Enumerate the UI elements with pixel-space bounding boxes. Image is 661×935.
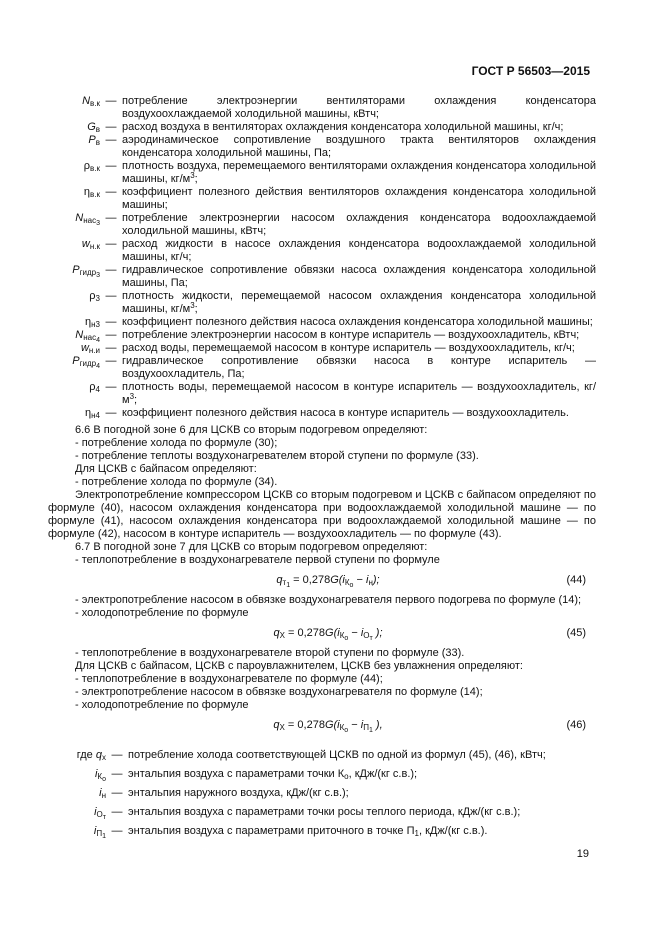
list-item: - холодопотребление по формуле bbox=[75, 607, 249, 619]
definitions-list-bottom bbox=[48, 749, 596, 844]
equation-45 bbox=[48, 623, 596, 645]
definition-row bbox=[48, 825, 596, 838]
equation-46 bbox=[48, 715, 596, 737]
list-item: - потребление холода по формуле (34). bbox=[75, 476, 278, 488]
symbol-i-P1: $i_{П1}$ bbox=[93, 825, 106, 840]
dash: — bbox=[105, 342, 117, 354]
definition-text: коэффициент полезного действия насоса в контуре испаритель — воздухоохладитель. bbox=[122, 407, 569, 419]
definition-row bbox=[48, 186, 596, 212]
list-item: - электропотребление насосом в обвязке воздухонагревателя по формуле (14); bbox=[75, 686, 483, 698]
formula: $q_X = 0,278G(i_{Ко} - i_{П1}$ ), bbox=[273, 719, 383, 734]
definition-text: потребление холода соответствующей ЦСКВ по одной из формул (45), (46), кВтч; bbox=[128, 749, 546, 761]
definition-row bbox=[48, 316, 596, 329]
list-item: - холодопотребление по формуле bbox=[75, 699, 249, 711]
dash: — bbox=[105, 407, 117, 419]
definition-row bbox=[48, 407, 596, 420]
equation-number: (45) bbox=[566, 627, 586, 639]
definition-row bbox=[48, 134, 596, 160]
definition-text: гидравлическое сопротивление обвязки насоса охлаждения конденсатора холодильной машины, Па; bbox=[122, 264, 596, 289]
list-item: - теплопотребление в воздухонагревателе по формуле (44); bbox=[75, 673, 383, 685]
definition-row bbox=[48, 121, 596, 134]
equation-number: (46) bbox=[566, 719, 586, 731]
equation-number: (44) bbox=[566, 574, 586, 586]
symbol-N-vk: $N_{в.к}$ bbox=[82, 95, 100, 108]
dash: — bbox=[111, 768, 123, 780]
definition-text: плотность жидкости, перемещаемой насосом охлаждения конденсатора холодильной машины, $кг/м^3$; bbox=[122, 290, 596, 315]
symbol-P-v: $P_в$ bbox=[88, 134, 100, 147]
dash: — bbox=[111, 749, 123, 761]
formula: $q_{т1} = 0,278G(i_{Ко} - i_н)$; bbox=[276, 574, 380, 589]
list-item: - теплопотребление в воздухонагревателе второй ступени по формуле (33). bbox=[75, 647, 465, 659]
symbol-rho-vk: $\rho_{в.к}$ bbox=[83, 160, 100, 173]
definition-row bbox=[48, 329, 596, 342]
dash: — bbox=[105, 355, 117, 367]
dash: — bbox=[105, 186, 117, 198]
definition-text: потребление электроэнергии насосом охлаждения конденсатора водоохлаждаемой холодильной машины, кВтч; bbox=[122, 212, 596, 237]
symbol-w-nk: $w_{н.к}$ bbox=[81, 238, 100, 251]
definition-row bbox=[48, 381, 596, 407]
paragraph: 6.6 В погодной зоне 6 для ЦСКВ со вторым подогревом определяют: bbox=[75, 424, 428, 436]
list-item: - электропотребление насосом в обвязке воздухонагревателя первого подогрева по формуле (14); bbox=[75, 594, 582, 606]
paragraph: Электропотребление компрессором ЦСКВ со вторым подогревом и ЦСКВ с байпасом определяют по формуле (40), насосом охлаждения конденсатора при водоохлаждаемой холодильной машине — по формуле (41), насосом охлаждения конденсатора при водоохлаждаемой холодильной машине — по формуле (42), насосом в контуре испаритель — воздухоохладитель — по формуле (43). bbox=[48, 489, 596, 540]
definition-row bbox=[48, 768, 596, 781]
definition-row bbox=[48, 806, 596, 819]
dash: — bbox=[105, 95, 117, 107]
body-text bbox=[48, 424, 596, 739]
dash: — bbox=[105, 264, 117, 276]
symbol-eta-n4: $\eta_{н4}$ bbox=[85, 407, 100, 420]
definition-row bbox=[48, 787, 596, 800]
symbol-eta-n3: $\eta_{н3}$ bbox=[85, 316, 100, 329]
definition-row bbox=[48, 95, 596, 121]
definition-row bbox=[48, 238, 596, 264]
symbol-G-v: $G_в$ bbox=[87, 121, 100, 134]
dash: — bbox=[105, 316, 117, 328]
symbol-rho-3: $\rho_3$ bbox=[89, 290, 100, 303]
definition-row bbox=[48, 355, 596, 381]
symbol-i-n: $i_н$ bbox=[99, 787, 106, 800]
dash: — bbox=[105, 290, 117, 302]
definition-text: потребление электроэнергии насосом в контуре испаритель — воздухоохладитель, кВтч; bbox=[122, 329, 580, 341]
definition-text: энтальпия воздуха с параметрами точки росы теплого периода, кДж/(кг с.в.); bbox=[128, 806, 521, 818]
definition-row bbox=[48, 212, 596, 238]
page-number: 19 bbox=[576, 848, 589, 860]
definition-text: гидравлическое сопротивление обвязки насоса в контуре испаритель — воздухоохладитель, Па; bbox=[122, 355, 596, 380]
definition-text: расход воздуха в вентиляторах охлаждения конденсатора холодильной машины, кг/ч; bbox=[122, 121, 564, 133]
definition-text: аэродинамическое сопротивление воздушного тракта вентиляторов охлаждения конденсатора холодильной машины, Па; bbox=[122, 134, 596, 159]
definition-row bbox=[48, 749, 596, 762]
dash: — bbox=[105, 212, 117, 224]
definition-text: плотность воздуха, перемещаемого вентиляторами охлаждения конденсатора холодильной машины, $кг/м^3$; bbox=[122, 160, 596, 185]
equation-44 bbox=[48, 570, 596, 592]
symbol-rho-4: $\rho_4$ bbox=[89, 381, 100, 394]
list-item: - теплопотребление в воздухонагревателе первой ступени по формуле bbox=[75, 554, 440, 566]
dash: — bbox=[105, 238, 117, 250]
definition-row bbox=[48, 160, 596, 186]
symbol-eta-vk: $\eta_{в.к}$ bbox=[83, 186, 100, 199]
symbol-i-Ot: $i_{От}$ bbox=[94, 806, 106, 821]
symbol-P-gidr3: $P_{гидр3}$ bbox=[72, 264, 100, 279]
list-item: - потребление холода по формуле (30); bbox=[75, 437, 278, 449]
dash: — bbox=[105, 381, 117, 393]
symbol-i-Ko: $i_{Ко}$ bbox=[94, 768, 106, 783]
definition-text: потребление электроэнергии вентиляторами охлаждения конденсатора воздухоохлаждаемой холодильной машины, кВтч; bbox=[122, 95, 596, 120]
dash: — bbox=[105, 160, 117, 172]
symbol-q-x: где $q_х$ bbox=[76, 749, 106, 762]
dash: — bbox=[105, 121, 117, 133]
dash: — bbox=[111, 787, 123, 799]
paragraph: Для ЦСКВ с байпасом определяют: bbox=[75, 463, 257, 475]
definition-row bbox=[48, 342, 596, 355]
definition-row bbox=[48, 264, 596, 290]
definition-text: коэффициент полезного действия насоса охлаждения конденсатора холодильной машины; bbox=[122, 316, 593, 328]
definitions-list-top bbox=[48, 95, 596, 420]
symbol-w-ni: $w_{н.и}$ bbox=[80, 342, 100, 355]
definition-text: энтальпия воздуха с параметрами точки $К_о$, кДж/(кг с.в.); bbox=[128, 768, 418, 781]
dash: — bbox=[105, 134, 117, 146]
paragraph: Для ЦСКВ с байпасом, ЦСКВ с пароувлажнителем, ЦСКВ без увлажнения определяют: bbox=[75, 660, 523, 672]
definition-text: коэффициент полезного действия вентиляторов охлаждения конденсатора холодильной машины; bbox=[122, 186, 596, 211]
formula: $q_X = 0,278G(i_{Ко} - i_{От}$ ); bbox=[273, 627, 383, 642]
paragraph: 6.7 В погодной зоне 7 для ЦСКВ со вторым подогревом определяют: bbox=[75, 541, 428, 553]
definition-text: энтальпия воздуха с параметрами приточного в точке $П_1$, кДж/(кг с.в.). bbox=[128, 825, 488, 838]
list-item: - потребление теплоты воздухонагревателем второй ступени по формуле (33). bbox=[75, 450, 479, 462]
dash: — bbox=[105, 329, 117, 341]
definition-row bbox=[48, 290, 596, 316]
symbol-N-nas3: $N_{нас3}$ bbox=[75, 212, 100, 227]
dash: — bbox=[111, 806, 123, 818]
document-id: ГОСТ Р 56503—2015 bbox=[471, 64, 590, 78]
dash: — bbox=[111, 825, 123, 837]
definition-text: расход жидкости в насосе охлаждения конденсатора водоохлаждаемой холодильной машины, кг/ч; bbox=[122, 238, 596, 263]
symbol-N-nas4: $N_{нас4}$ bbox=[75, 329, 100, 344]
symbol-P-gidr4: $P_{гидр4}$ bbox=[72, 355, 100, 370]
definition-text: расход воды, перемещаемой насосом в контуре испаритель — воздухоохладитель, кг/ч; bbox=[122, 342, 575, 354]
definition-text: энтальпия наружного воздуха, кДж/(кг с.в.); bbox=[128, 787, 349, 799]
definition-text: плотность воды, перемещаемой насосом в контуре испаритель — воздухоохладитель, $кг/м^3$; bbox=[122, 381, 596, 406]
